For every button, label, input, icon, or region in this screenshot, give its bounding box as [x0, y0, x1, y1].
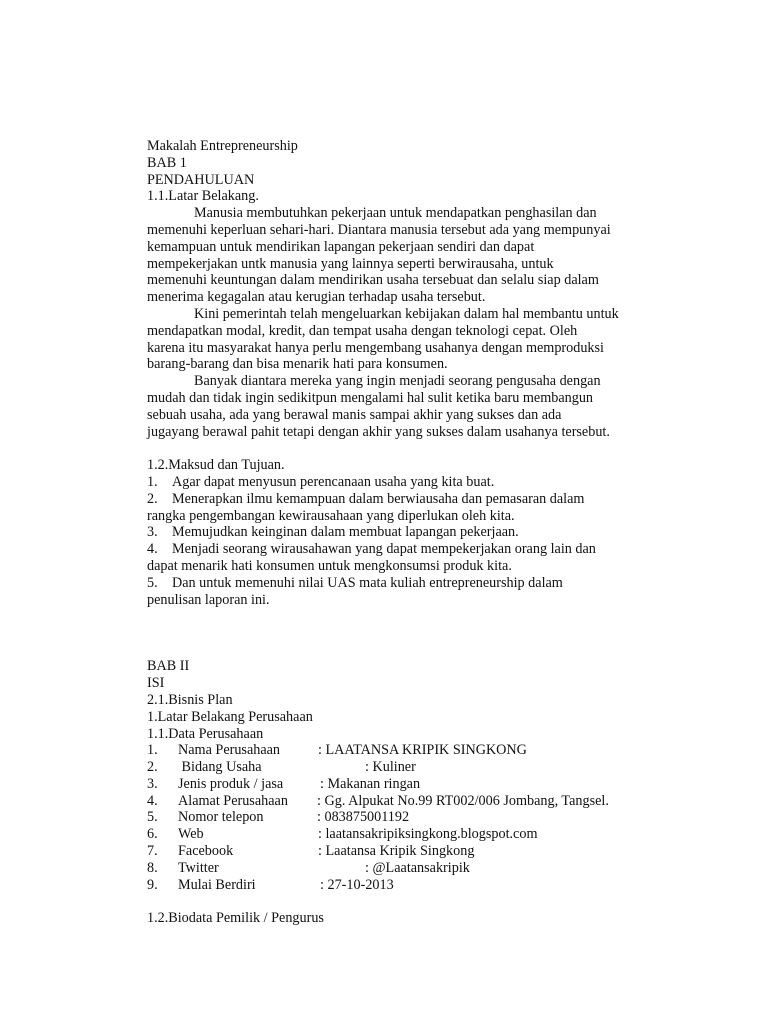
row-value: : LAATANSA KRIPIK SINGKONG [318, 742, 527, 759]
document-page [147, 138, 662, 927]
row-label: Alamat Perusahaan [178, 792, 288, 809]
paragraph-line: barang-barang dan bisa menarik hati para konsumen. [147, 356, 448, 373]
row-number: 8. [147, 859, 158, 876]
list-number: 1. [147, 473, 158, 490]
row-label: Facebook [178, 843, 234, 860]
document-title: Makalah Entrepreneurship [147, 138, 298, 154]
company-row [147, 877, 662, 894]
row-value: : 27-10-2013 [320, 876, 394, 893]
row-value: : Laatansa Kripik Singkong [318, 843, 475, 860]
row-label: Nomor telepon [178, 809, 264, 826]
paragraph-line: mudah dan tidak ingin sedikitpun mengalami hal sulit ketika baru membangun [147, 389, 594, 406]
company-row [147, 826, 662, 843]
list-text: Menerapkan ilmu kemampuan dalam berwiausaha dan pemasaran dalam [172, 490, 585, 507]
row-label: Bidang Usaha [178, 759, 262, 776]
list-item-continuation: dapat menarik hati konsumen untuk mengkonsumsi produk kita. [147, 557, 512, 574]
row-number: 5. [147, 809, 158, 826]
list-text: Menjadi seorang wirausahawan yang dapat mempekerjakan orang lain dan [172, 541, 596, 558]
list-item [147, 491, 662, 508]
chapter-title-pendahuluan: PENDAHULUAN [147, 171, 255, 188]
row-number: 1. [147, 742, 158, 759]
company-data-list [147, 742, 662, 893]
paragraph-2 [147, 306, 662, 373]
subsection-heading-biodata: 1.2.Biodata Pemilik / Pengurus [147, 910, 324, 927]
paragraph-line: jugayang berawal pahit tetapi dengan akhir yang sukses dalam usahanya tersebut. [147, 423, 610, 440]
list-text: Agar dapat menyusun perencanaan usaha yang kita buat. [172, 473, 495, 490]
paragraph-3 [147, 373, 662, 440]
paragraph-line: karena itu masyarakat hanya perlu mengembang usahanya dengan memproduksi [147, 339, 604, 356]
paragraph-line: mendapatkan modal, kredit, dan tempat usaha dengan teknologi cepat. Oleh [147, 322, 578, 339]
row-label: Twitter [178, 859, 219, 876]
row-label: Web [178, 826, 204, 843]
company-row [147, 793, 662, 810]
paragraph-line: kemampuan untuk mendirikan lapangan pekerjaan sendiri dan dapat [147, 238, 535, 255]
section-heading-maksud-tujuan: 1.2.Maksud dan Tujuan. [147, 457, 285, 474]
row-value: : Makanan ringan [320, 775, 421, 792]
list-item [147, 541, 662, 558]
list-number: 5. [147, 574, 158, 591]
spacer [147, 608, 662, 658]
row-number: 7. [147, 843, 158, 860]
chapter-title-isi: ISI [147, 675, 165, 692]
list-number: 2. [147, 490, 158, 507]
spacer [147, 440, 662, 457]
chapter-heading-2: BAB II [147, 658, 190, 675]
paragraph-line: memenuhi keuntungan dalam mendirikan usaha tersebuat dan selalu siap dalam [147, 272, 599, 289]
subsection-heading-latar-perusahaan: 1.Latar Belakang Perusahaan [147, 708, 313, 725]
row-number: 6. [147, 826, 158, 843]
section-heading-latar-belakang: 1.1.Latar Belakang. [147, 188, 259, 205]
paragraph-line: mempekerjakan untk manusia yang lainnya seperti berwirausaha, untuk [147, 255, 554, 272]
chapter-heading-1: BAB 1 [147, 154, 187, 171]
paragraph-line: Kini pemerintah telah mengeluarkan kebijakan dalam hal membantu untuk [194, 305, 619, 322]
row-label: Jenis produk / jasa [178, 775, 284, 792]
tujuan-list [147, 474, 662, 608]
list-item-continuation: penulisan laporan ini. [147, 591, 270, 608]
list-text: Memujudkan keinginan dalam membuat lapangan pekerjaan. [172, 524, 519, 541]
list-number: 4. [147, 541, 158, 558]
paragraph-line: memenuhi keperluan sehari-hari. Diantara manusia tersebut ada yang mempunyai [147, 221, 611, 238]
company-row [147, 843, 662, 860]
spacer [147, 893, 662, 910]
list-text: Dan untuk memenuhi nilai UAS mata kuliah entrepreneurship dalam [172, 574, 563, 591]
section-heading-bisnis-plan: 2.1.Bisnis Plan [147, 691, 233, 708]
company-row [147, 809, 662, 826]
row-value: : laatansakripiksingkong.blogspot.com [318, 826, 538, 843]
row-label: Mulai Berdiri [178, 876, 256, 893]
list-item [147, 474, 662, 491]
paragraph-1 [147, 205, 662, 306]
row-number: 3. [147, 775, 158, 792]
company-row [147, 759, 662, 776]
row-number: 4. [147, 792, 158, 809]
company-row [147, 742, 662, 759]
row-value: : @Laatansakripik [365, 859, 470, 876]
row-number: 2. [147, 759, 158, 776]
list-number: 3. [147, 524, 158, 541]
company-row [147, 776, 662, 793]
subsection-heading-data-perusahaan: 1.1.Data Perusahaan [147, 725, 264, 742]
list-item-continuation: rangka pengembangan kewirausahaan yang diperlukan oleh kita. [147, 507, 515, 524]
list-item [147, 524, 662, 541]
row-value: : Kuliner [365, 759, 416, 776]
company-row [147, 860, 662, 877]
paragraph-line: Manusia membutuhkan pekerjaan untuk mendapatkan penghasilan dan [194, 205, 597, 222]
paragraph-line: menerima kegagalan atau kerugian terhadap usaha tersebut. [147, 289, 486, 306]
row-number: 9. [147, 876, 158, 893]
row-value: : Gg. Alpukat No.99 RT002/006 Jombang, Tangsel. [317, 792, 609, 809]
row-label: Nama Perusahaan [178, 742, 281, 759]
paragraph-line: sebuah usaha, ada yang berawal manis sampai akhir yang sukses dan ada [147, 406, 562, 423]
row-value: : 083875001192 [317, 809, 410, 826]
list-item [147, 575, 662, 592]
paragraph-line: Banyak diantara mereka yang ingin menjadi seorang pengusaha dengan [194, 373, 601, 390]
